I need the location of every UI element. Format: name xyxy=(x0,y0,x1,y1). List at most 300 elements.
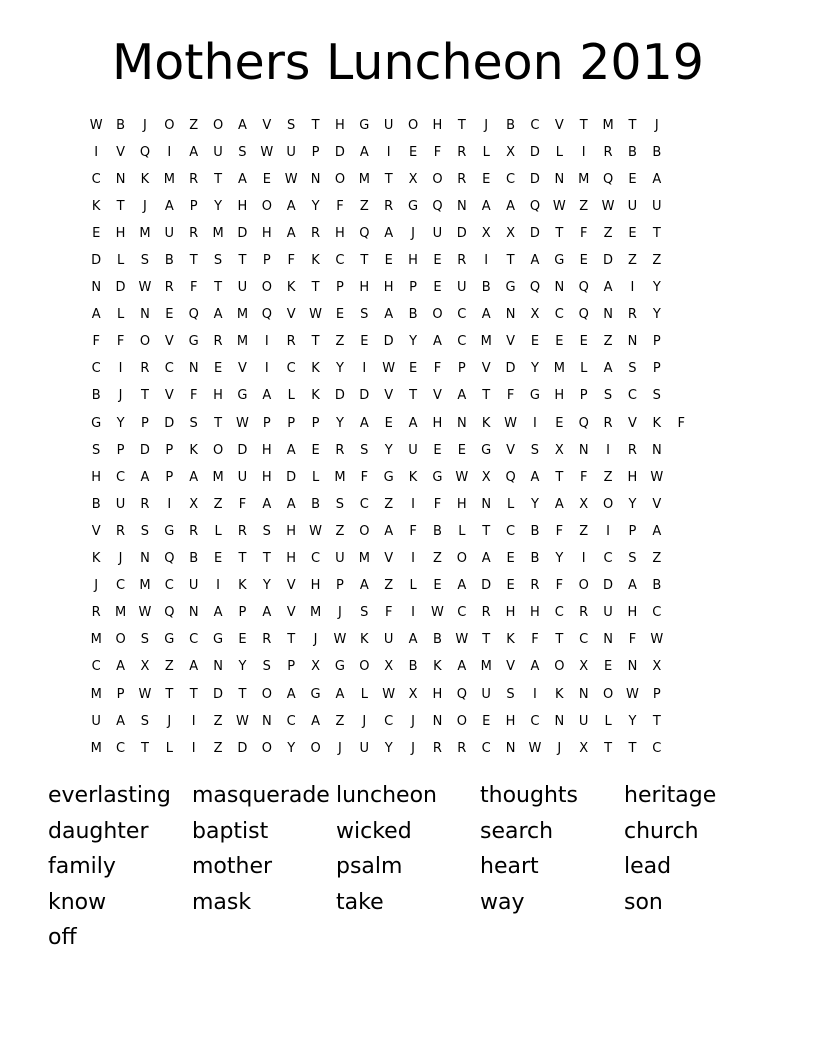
grid-letter: A xyxy=(213,307,223,323)
grid-letter: E xyxy=(311,442,320,458)
grid-letter: R xyxy=(603,144,613,160)
grid-letter: V xyxy=(506,659,516,675)
grid-letter: P xyxy=(141,415,149,431)
grid-letter: R xyxy=(384,198,394,214)
grid-letter: G xyxy=(481,442,492,458)
grid-letter: V xyxy=(164,388,174,404)
grid-letter: F xyxy=(433,496,442,512)
grid-letter: H xyxy=(359,280,370,296)
grid-letter: W xyxy=(260,144,274,160)
grid-row xyxy=(84,735,734,762)
grid-letter: S xyxy=(140,713,150,729)
grid-letter: I xyxy=(533,686,537,702)
grid-letter: P xyxy=(287,415,296,431)
grid-letter: U xyxy=(164,225,175,241)
grid-row xyxy=(84,166,734,193)
grid-letter: H xyxy=(383,280,394,296)
grid-letter: N xyxy=(554,171,565,187)
grid-letter: T xyxy=(360,253,369,269)
grid-letter: C xyxy=(286,713,296,729)
grid-letter: E xyxy=(384,253,393,269)
grid-row xyxy=(84,437,734,464)
grid-letter: M xyxy=(358,551,370,567)
grid-letter: H xyxy=(432,686,443,702)
grid-letter: A xyxy=(237,117,247,133)
grid-letter: K xyxy=(189,442,198,458)
grid-letter: Z xyxy=(189,117,199,133)
grid-letter: T xyxy=(140,388,149,404)
grid-letter: C xyxy=(554,307,564,323)
grid-letter: Q xyxy=(602,171,614,187)
grid-letter: L xyxy=(506,496,515,512)
grid-letter: O xyxy=(432,171,443,187)
grid-letter: D xyxy=(237,442,248,458)
grid-letter: B xyxy=(432,523,442,539)
grid-letter: L xyxy=(165,740,173,756)
word-list-item: family xyxy=(48,854,116,879)
grid-letter: U xyxy=(335,551,345,567)
grid-letter: G xyxy=(164,632,175,648)
grid-letter: D xyxy=(91,253,102,269)
grid-letter: N xyxy=(578,442,589,458)
grid-letter: O xyxy=(602,686,614,702)
grid-letter: P xyxy=(409,280,417,296)
grid-letter: I xyxy=(581,144,586,160)
grid-letter: X xyxy=(408,686,418,702)
grid-letter: K xyxy=(652,415,662,431)
grid-row xyxy=(84,410,734,437)
grid-letter: I xyxy=(216,578,220,594)
grid-letter: T xyxy=(116,198,125,214)
grid-letter: R xyxy=(481,605,491,621)
grid-letter: L xyxy=(287,388,295,404)
grid-letter: N xyxy=(603,307,613,323)
grid-letter: G xyxy=(529,388,540,404)
grid-letter: R xyxy=(457,253,467,269)
grid-letter: S xyxy=(603,388,613,404)
grid-letter: Y xyxy=(311,198,320,214)
grid-letter: D xyxy=(359,388,370,404)
grid-letter: E xyxy=(506,578,515,594)
grid-letter: J xyxy=(313,632,318,648)
grid-letter: W xyxy=(431,605,444,621)
word-list-item: masquerade xyxy=(192,783,330,808)
grid-letter: R xyxy=(116,523,126,539)
grid-letter: V xyxy=(116,144,126,160)
grid-letter: W xyxy=(382,686,396,702)
grid-letter: F xyxy=(238,496,247,512)
grid-letter: Q xyxy=(456,686,467,702)
grid-row xyxy=(84,464,734,491)
grid-letter: I xyxy=(411,496,415,512)
grid-letter: B xyxy=(530,523,540,539)
grid-letter: P xyxy=(189,198,198,214)
grid-row xyxy=(84,302,734,329)
grid-letter: J xyxy=(557,740,562,756)
grid-letter: H xyxy=(627,469,638,485)
grid-letter: E xyxy=(555,415,564,431)
grid-letter: M xyxy=(90,686,102,702)
grid-letter: U xyxy=(603,605,613,621)
grid-letter: T xyxy=(482,388,491,404)
grid-letter: E xyxy=(579,334,588,350)
grid-letter: A xyxy=(627,578,637,594)
grid-letter: G xyxy=(310,686,321,702)
grid-letter: Z xyxy=(213,740,223,756)
grid-letter: Y xyxy=(555,551,564,567)
grid-letter: L xyxy=(555,144,563,160)
grid-letter: M xyxy=(236,307,249,323)
grid-letter: K xyxy=(360,632,369,648)
grid-letter: C xyxy=(116,740,126,756)
grid-letter: S xyxy=(213,253,223,269)
grid-letter: U xyxy=(91,713,101,729)
grid-letter: Y xyxy=(214,198,223,214)
grid-letter: J xyxy=(338,605,342,621)
grid-letter: O xyxy=(407,117,419,133)
word-list-item: wicked xyxy=(336,818,412,844)
grid-letter: V xyxy=(481,361,491,377)
grid-letter: E xyxy=(92,225,101,241)
grid-letter: F xyxy=(433,361,442,377)
grid-letter: T xyxy=(652,713,661,729)
grid-letter: R xyxy=(164,280,174,296)
grid-letter: A xyxy=(164,198,174,214)
grid-letter: P xyxy=(652,686,661,702)
grid-letter: D xyxy=(164,415,175,431)
grid-letter: H xyxy=(261,225,272,241)
grid-letter: C xyxy=(530,117,540,133)
grid-letter: T xyxy=(214,171,223,187)
grid-letter: D xyxy=(481,578,492,594)
grid-letter: A xyxy=(237,171,247,187)
grid-letter: E xyxy=(335,307,345,323)
grid-letter: C xyxy=(530,713,540,729)
grid-letter: E xyxy=(433,578,442,594)
grid-letter: I xyxy=(362,361,367,377)
word-list-item: everlasting xyxy=(48,783,171,808)
grid-letter: G xyxy=(432,469,443,485)
grid-letter: T xyxy=(555,632,564,648)
grid-letter: P xyxy=(262,415,271,431)
grid-letter: Z xyxy=(603,225,613,241)
grid-letter: K xyxy=(91,551,101,567)
grid-letter: M xyxy=(163,171,175,187)
grid-letter: J xyxy=(94,578,99,594)
grid-letter: L xyxy=(214,523,222,539)
grid-letter: F xyxy=(189,280,198,296)
grid-letter: D xyxy=(456,225,467,241)
grid-letter: A xyxy=(213,605,223,621)
grid-letter: N xyxy=(603,632,613,648)
grid-letter: G xyxy=(91,415,102,431)
grid-letter: Q xyxy=(529,198,541,214)
grid-letter: U xyxy=(383,632,394,648)
grid-letter: W xyxy=(236,713,249,729)
grid-letter: Y xyxy=(530,496,539,512)
grid-letter: T xyxy=(189,253,198,269)
grid-letter: V xyxy=(506,442,516,458)
grid-letter: S xyxy=(335,496,345,512)
grid-letter: M xyxy=(358,171,370,187)
grid-letter: W xyxy=(528,740,542,756)
grid-letter: W xyxy=(284,171,298,187)
grid-letter: A xyxy=(116,659,126,675)
grid-letter: Z xyxy=(164,659,174,675)
grid-letter: A xyxy=(286,198,296,214)
grid-letter: S xyxy=(628,361,637,377)
grid-letter: W xyxy=(504,415,517,431)
grid-letter: B xyxy=(530,551,540,567)
grid-letter: X xyxy=(506,225,516,241)
grid-letter: D xyxy=(505,361,516,377)
grid-letter: E xyxy=(482,171,491,187)
grid-letter: F xyxy=(409,523,417,539)
grid-letter: Q xyxy=(505,469,516,485)
grid-letter: D xyxy=(529,171,540,187)
grid-letter: D xyxy=(529,144,540,160)
grid-letter: U xyxy=(188,578,199,594)
grid-letter: R xyxy=(140,361,150,377)
grid-letter: N xyxy=(91,280,102,296)
grid-letter: H xyxy=(530,605,540,621)
grid-letter: A xyxy=(359,415,369,431)
grid-letter: D xyxy=(603,578,614,594)
grid-letter: V xyxy=(91,523,101,539)
grid-letter: M xyxy=(114,605,127,621)
grid-row xyxy=(84,275,734,302)
grid-letter: E xyxy=(360,334,369,350)
grid-letter: Y xyxy=(238,659,247,675)
grid-letter: H xyxy=(91,469,102,485)
grid-letter: Z xyxy=(579,523,589,539)
grid-letter: R xyxy=(530,578,540,594)
word-list xyxy=(48,779,788,957)
grid-letter: F xyxy=(677,415,685,431)
grid-letter: A xyxy=(652,171,662,187)
grid-letter: Z xyxy=(335,523,345,539)
grid-letter: A xyxy=(506,198,516,214)
grid-letter: G xyxy=(334,659,345,675)
grid-letter: T xyxy=(165,686,174,702)
grid-letter: S xyxy=(189,415,198,431)
grid-letter: H xyxy=(432,117,443,133)
grid-letter: A xyxy=(384,225,394,241)
grid-row xyxy=(84,356,734,383)
grid-letter: P xyxy=(116,442,125,458)
grid-letter: I xyxy=(581,551,586,567)
grid-letter: G xyxy=(213,632,224,648)
grid-letter: L xyxy=(360,686,368,702)
grid-letter: V xyxy=(164,334,174,350)
grid-letter: F xyxy=(287,253,295,269)
grid-letter: O xyxy=(261,740,272,756)
grid-letter: Y xyxy=(628,496,637,512)
grid-letter: Q xyxy=(529,280,541,296)
grid-letter: A xyxy=(286,686,296,702)
grid-letter: T xyxy=(311,280,320,296)
grid-letter: W xyxy=(626,686,639,702)
grid-letter: B xyxy=(164,253,174,269)
grid-letter: Y xyxy=(409,334,418,350)
grid-letter: N xyxy=(505,740,516,756)
grid-letter: E xyxy=(628,171,637,187)
grid-letter: Q xyxy=(432,198,443,214)
grid-letter: J xyxy=(654,117,659,133)
grid-letter: G xyxy=(408,198,419,214)
grid-letter: Z xyxy=(432,551,442,567)
grid-letter: E xyxy=(457,442,466,458)
grid-letter: O xyxy=(212,442,224,458)
grid-letter: N xyxy=(456,198,467,214)
grid-letter: Q xyxy=(359,225,370,241)
grid-letter: E xyxy=(213,551,223,567)
grid-letter: V xyxy=(627,415,637,431)
grid-letter: N xyxy=(432,713,443,729)
grid-letter: L xyxy=(116,253,125,269)
grid-letter: F xyxy=(433,144,442,160)
grid-letter: R xyxy=(603,415,613,431)
grid-letter: J xyxy=(143,117,147,133)
grid-letter: T xyxy=(214,280,223,296)
grid-letter: C xyxy=(457,605,467,621)
grid-letter: W xyxy=(650,632,664,648)
grid-row xyxy=(84,681,734,708)
grid-letter: P xyxy=(262,253,271,269)
grid-row xyxy=(84,139,734,166)
grid-letter: J xyxy=(167,713,172,729)
grid-letter: R xyxy=(91,605,101,621)
grid-letter: M xyxy=(578,171,590,187)
grid-letter: P xyxy=(336,280,344,296)
grid-letter: D xyxy=(115,280,126,296)
grid-letter: N xyxy=(627,659,638,675)
grid-letter: D xyxy=(286,469,297,485)
grid-letter: T xyxy=(506,253,515,269)
grid-letter: O xyxy=(456,551,467,567)
grid-letter: U xyxy=(408,442,418,458)
grid-letter: B xyxy=(408,659,418,675)
grid-letter: K xyxy=(140,171,150,187)
grid-letter: Y xyxy=(116,415,125,431)
grid-letter: T xyxy=(555,225,564,241)
word-list-item: lead xyxy=(624,854,672,879)
grid-letter: X xyxy=(481,225,491,241)
grid-row xyxy=(84,193,734,220)
grid-letter: F xyxy=(555,578,564,594)
word-list-item: search xyxy=(480,818,554,844)
grid-letter: Z xyxy=(213,713,223,729)
grid-letter: P xyxy=(457,361,466,377)
grid-letter: I xyxy=(606,442,610,458)
grid-letter: B xyxy=(189,551,199,567)
grid-letter: C xyxy=(335,253,345,269)
grid-letter: S xyxy=(92,442,101,458)
grid-letter: R xyxy=(189,171,199,187)
grid-letter: W xyxy=(382,361,396,377)
grid-letter: A xyxy=(262,496,272,512)
grid-letter: A xyxy=(311,713,321,729)
grid-letter: S xyxy=(360,605,369,621)
grid-letter: A xyxy=(262,605,272,621)
grid-letter: H xyxy=(261,442,272,458)
grid-letter: T xyxy=(409,388,418,404)
grid-letter: H xyxy=(286,551,297,567)
grid-letter: M xyxy=(480,334,492,350)
grid-letter: E xyxy=(433,442,442,458)
grid-letter: O xyxy=(554,659,565,675)
grid-letter: S xyxy=(530,442,540,458)
grid-letter: B xyxy=(481,280,491,296)
grid-letter: C xyxy=(91,361,101,377)
grid-letter: Y xyxy=(384,442,393,458)
grid-letter: V xyxy=(384,551,394,567)
grid-letter: C xyxy=(652,740,662,756)
grid-letter: I xyxy=(264,334,269,350)
grid-letter: E xyxy=(238,632,247,648)
grid-letter: K xyxy=(311,361,320,377)
grid-row xyxy=(84,708,734,735)
grid-letter: B xyxy=(91,496,101,512)
grid-letter: I xyxy=(533,415,537,431)
grid-letter: Z xyxy=(603,469,613,485)
grid-letter: O xyxy=(602,496,614,512)
grid-letter: T xyxy=(189,686,198,702)
grid-letter: V xyxy=(286,307,296,323)
grid-letter: D xyxy=(603,253,614,269)
grid-letter: N xyxy=(188,361,199,377)
grid-letter: G xyxy=(505,280,516,296)
grid-letter: J xyxy=(118,551,123,567)
grid-letter: C xyxy=(457,307,467,323)
grid-letter: R xyxy=(189,523,199,539)
grid-letter: W xyxy=(601,198,615,214)
grid-letter: U xyxy=(213,144,223,160)
grid-letter: P xyxy=(628,523,637,539)
grid-letter: G xyxy=(237,388,248,404)
grid-letter: K xyxy=(555,686,564,702)
grid-letter: C xyxy=(627,388,637,404)
grid-letter: E xyxy=(579,253,588,269)
grid-letter: M xyxy=(480,659,492,675)
grid-letter: P xyxy=(116,686,125,702)
grid-letter: H xyxy=(505,713,516,729)
grid-letter: S xyxy=(360,307,369,323)
grid-letter: T xyxy=(140,740,149,756)
grid-letter: N xyxy=(188,605,199,621)
grid-letter: N xyxy=(481,496,492,512)
grid-letter: I xyxy=(411,551,415,567)
grid-letter: R xyxy=(213,334,223,350)
grid-letter: R xyxy=(140,496,150,512)
grid-letter: H xyxy=(213,388,223,404)
grid-letter: V xyxy=(506,334,516,350)
word-list-item: heritage xyxy=(624,783,717,808)
grid-letter: A xyxy=(481,307,491,323)
grid-letter: Q xyxy=(164,605,175,621)
grid-letter: S xyxy=(140,253,150,269)
grid-letter: A xyxy=(359,578,369,594)
grid-letter: N xyxy=(213,659,223,675)
grid-letter: N xyxy=(115,171,126,187)
grid-letter: E xyxy=(262,171,271,187)
grid-letter: Y xyxy=(652,280,661,296)
grid-letter: T xyxy=(238,551,247,567)
grid-letter: O xyxy=(115,632,126,648)
grid-letter: A xyxy=(408,632,418,648)
grid-letter: P xyxy=(311,415,320,431)
grid-letter: R xyxy=(189,225,199,241)
